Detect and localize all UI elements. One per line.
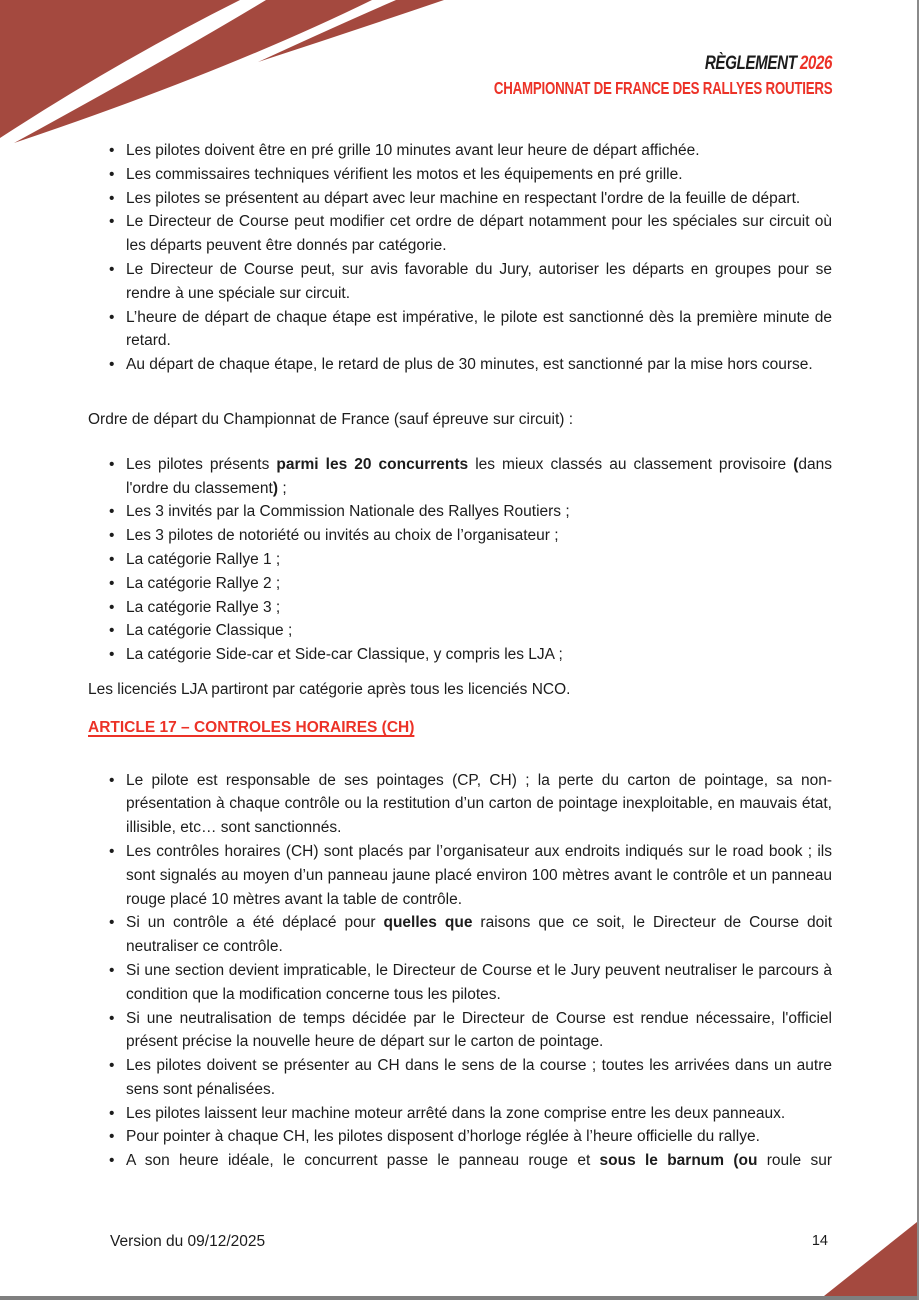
text-run: Le Directeur de Course peut, sur avis favorable du Jury, autoriser les départs en groupes pour se rendre à une spéciale sur circuit.	[126, 260, 832, 302]
bold-text-run: quelles que	[383, 914, 473, 932]
list-item	[88, 139, 832, 163]
footer-page-number: 14	[811, 1233, 828, 1249]
bold-text-run: sous le barnum (ou	[599, 1152, 758, 1170]
text-run: Les pilotes laissent leur machine moteur arrêté dans la zone comprise entre les deux panneaux.	[126, 1104, 786, 1122]
list-item	[88, 596, 832, 620]
text-run: Les 3 pilotes de notoriété ou invités au choix de l’organisateur ;	[126, 527, 559, 545]
document-title	[705, 53, 832, 75]
list-item	[88, 500, 832, 524]
list-item	[88, 163, 832, 187]
list-item	[88, 548, 832, 572]
text-run: La catégorie Rallye 3 ;	[126, 598, 281, 616]
list-item	[88, 1125, 832, 1149]
corner-triangle-decoration	[824, 1222, 917, 1296]
list-item	[88, 769, 832, 840]
list-item	[88, 524, 832, 548]
text-run: La catégorie Classique ;	[126, 622, 293, 640]
text-run: Les pilotes se présentent au départ avec leur machine en respectant l'ordre de la feuille de départ.	[126, 189, 801, 207]
lja-paragraph: Les licenciés LJA partiront par catégorie après tous les licenciés NCO.	[88, 680, 571, 698]
list-item	[88, 1054, 832, 1102]
article-heading: ARTICLE 17 – CONTROLES HORAIRES (CH)	[88, 718, 415, 736]
list-item	[88, 258, 832, 306]
list-item	[88, 572, 832, 596]
text-run: roule sur	[757, 1152, 832, 1170]
text-run: Le Directeur de Course peut modifier cet ordre de départ notamment pour les spéciales sur circuit où les départs peuvent être donnés par catégorie.	[126, 213, 832, 255]
bold-text-run: )	[272, 479, 279, 497]
list-item	[88, 210, 832, 258]
text-run: Le pilote est responsable de ses pointages (CP, CH) ; la perte du carton de pointage, sa non-présentation à chaque contrôle ou la restitution d’un carton de pointage inexploitable, en mauvais état, illisible, etc… sont sanctionnés.	[126, 771, 832, 837]
list-item	[88, 840, 832, 911]
list-item	[88, 959, 832, 1007]
text-run: ;	[278, 479, 287, 497]
text-run: Les contrôles horaires (CH) sont placés par l’organisateur aux endroits indiqués sur le road book ; ils sont signalés au moyen d’un panneau jaune placé environ 100 mètres avant le contrôle et un panneau rouge placé 10 mètres avant la table de contrôle.	[126, 842, 832, 908]
text-run: Pour pointer à chaque CH, les pilotes disposent d’horloge réglée à l’heure officielle du rallye.	[126, 1128, 760, 1146]
list-item	[88, 453, 832, 501]
bold-text-run: parmi les 20 concurrents	[276, 455, 469, 473]
start-order-list	[88, 453, 832, 667]
text-run: Les pilotes présents	[126, 455, 277, 473]
footer-bar	[0, 1296, 919, 1300]
text-run: L’heure de départ de chaque étape est impérative, le pilote est sanctionné dès la première minute de retard.	[126, 308, 832, 350]
text-run: La catégorie Side-car et Side-car Classique, y compris les LJA ;	[126, 646, 563, 664]
text-run: Les 3 invités par la Commission Nationale des Rallyes Routiers ;	[126, 503, 570, 521]
list-item	[88, 187, 832, 211]
text-run: Au départ de chaque étape, le retard de plus de 30 minutes, est sanctionné par la mise hors course.	[126, 356, 813, 374]
ordre-paragraph: Ordre de départ du Championnat de France (sauf épreuve sur circuit) :	[88, 410, 574, 428]
start-rules-list	[88, 139, 832, 377]
text-run: Les commissaires techniques vérifient les motos et les équipements en pré grille.	[126, 165, 683, 183]
text-run: La catégorie Rallye 2 ;	[126, 574, 281, 592]
list-item	[88, 619, 832, 643]
text-run: Les pilotes doivent se présenter au CH dans le sens de la course ; toutes les arrivées dans un autre sens sont pénalisées.	[126, 1057, 832, 1098]
title-word: RÈGLEMENT	[704, 53, 797, 74]
title-year: 2026	[799, 53, 832, 74]
list-item	[88, 911, 832, 959]
text-run: Si un contrôle a été déplacé pour	[126, 914, 384, 932]
text-run: Si une neutralisation de temps décidée par le Directeur de Course est rendue nécessaire, l'officiel présent précise la nouvelle heure de départ sur le carton de pointage.	[126, 1009, 832, 1051]
text-run: dans l'ordre du classement	[126, 455, 832, 497]
text-run: Les pilotes doivent être en pré grille 10 minutes avant leur heure de départ affichée.	[126, 142, 700, 159]
bold-text-run: (	[793, 455, 799, 473]
list-item	[88, 1102, 832, 1126]
time-controls-list	[88, 769, 832, 1174]
text-run: raisons que ce soit, le Directeur de Course doit neutraliser ce contrôle.	[126, 914, 833, 956]
text-run: La catégorie Rallye 1 ;	[126, 550, 281, 568]
list-item	[88, 643, 832, 667]
page-content	[88, 139, 832, 1173]
list-item	[88, 306, 832, 354]
text-run: les mieux classés au classement provisoire	[468, 455, 794, 473]
text-run: A son heure idéale, le concurrent passe le panneau rouge et	[126, 1152, 600, 1170]
text-run: Si une section devient impraticable, le Directeur de Course et le Jury peuvent neutraliser le parcours à condition que la modification concerne tous les pilotes.	[126, 961, 832, 1003]
list-item	[88, 1007, 832, 1055]
list-item	[88, 353, 832, 377]
footer-version: Version du 09/12/2025	[110, 1233, 266, 1250]
list-item	[88, 1149, 832, 1173]
document-subtitle: CHAMPIONNAT DE FRANCE DES RALLYES ROUTIERS	[493, 78, 832, 98]
